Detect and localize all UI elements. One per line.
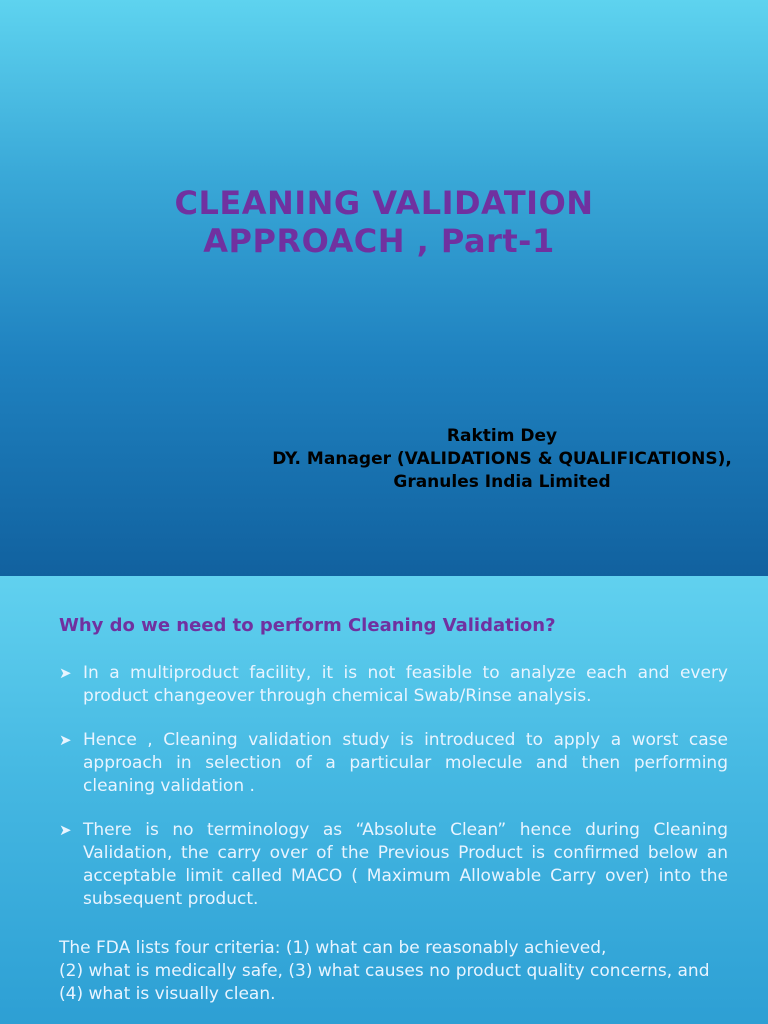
arrow-bullet-icon: ➤ [59, 821, 72, 839]
author-title: DY. Manager (VALIDATIONS & QUALIFICATIONS), [272, 449, 732, 469]
bullet-item [59, 662, 728, 708]
title-line-2: APPROACH , Part-1 [203, 222, 555, 260]
bullet-text: There is no terminology as “Absolute Clean” hence during Cleaning Validation, the carry over of the Previous Product is confirmed below an acceptable limit called MACO ( Maximum Allowable Carry over) into the subsequent product. [83, 820, 728, 909]
fda-criteria-line-1: The FDA lists four criteria: (1) what can be reasonably achieved, [59, 938, 607, 958]
author-block [270, 425, 734, 494]
fda-criteria-line-3: (4) what is visually clean. [59, 984, 276, 1004]
bullet-text: In a multiproduct facility, it is not feasible to analyze each and every product changeover through chemical Swab/Rinse analysis. [83, 663, 728, 706]
fda-criteria-line-2: (2) what is medically safe, (3) what causes no product quality concerns, and [59, 961, 710, 981]
bullet-list [59, 662, 728, 932]
author-company: Granules India Limited [393, 472, 611, 492]
arrow-bullet-icon: ➤ [59, 731, 72, 749]
slide-heading: Why do we need to perform Cleaning Validation? [59, 615, 556, 636]
bullet-item [59, 819, 728, 911]
arrow-bullet-icon: ➤ [59, 664, 72, 682]
content-slide [0, 576, 768, 1024]
title-line-1: CLEANING VALIDATION [174, 184, 594, 222]
fda-criteria [59, 937, 728, 1006]
author-name: Raktim Dey [446, 426, 558, 446]
bullet-text: Hence , Cleaning validation study is introduced to apply a worst case approach in selection of a particular molecule and then performing cleaning validation . [83, 730, 728, 796]
bullet-item [59, 729, 728, 798]
presentation-title [0, 184, 768, 260]
